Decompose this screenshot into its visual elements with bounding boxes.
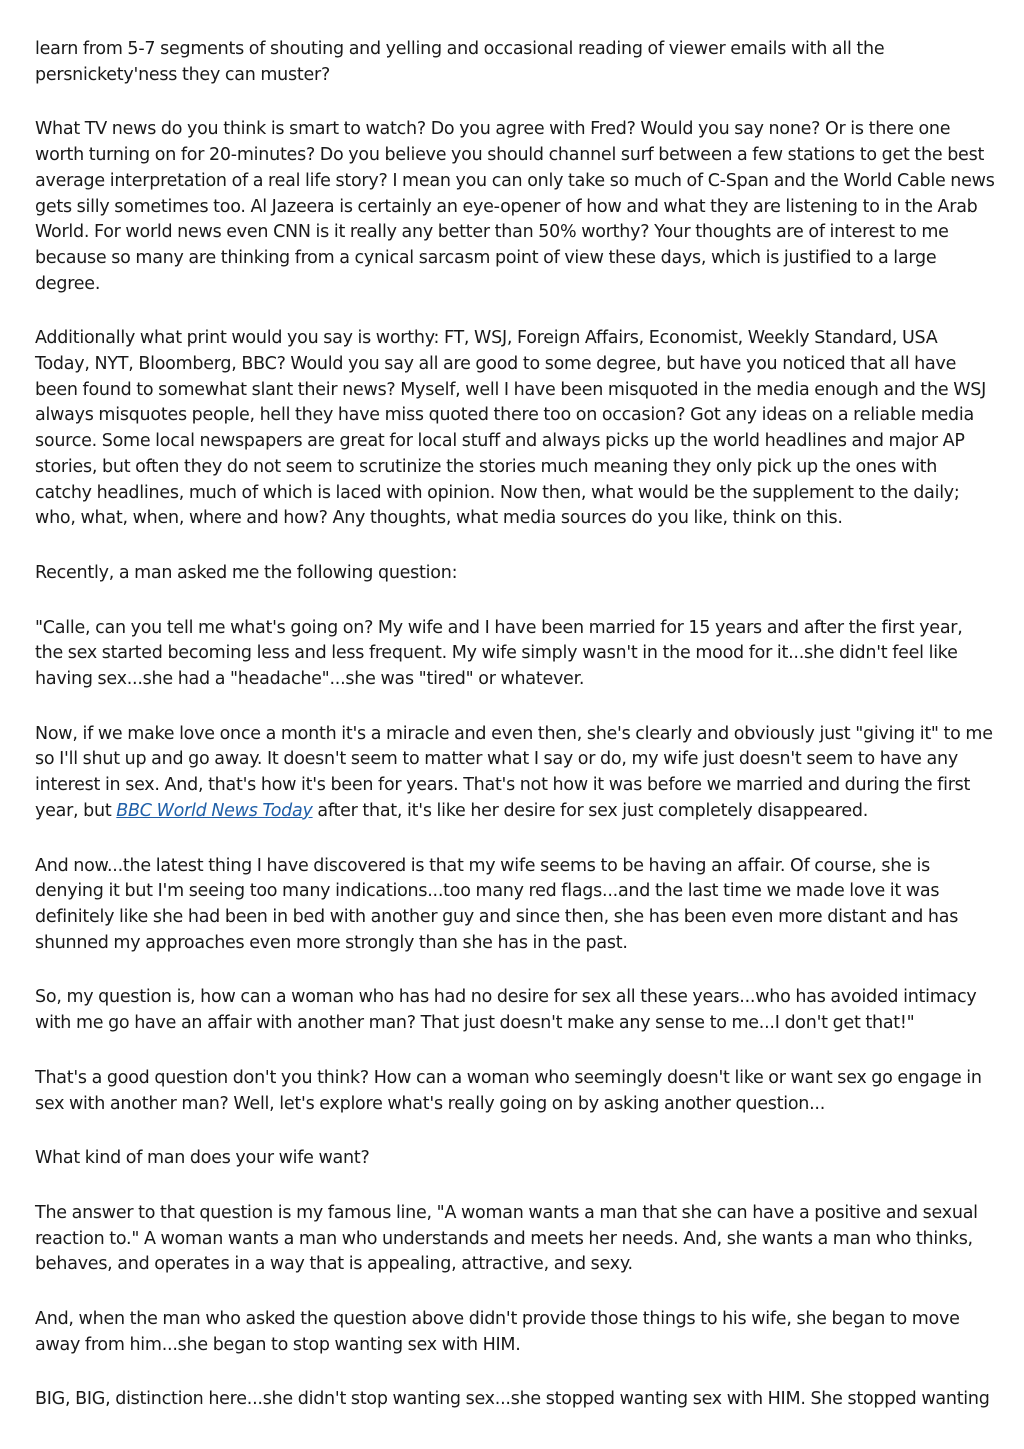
bbc-world-news-today-link[interactable]: BBC World News Today	[116, 800, 313, 821]
document-body	[35, 37, 995, 1442]
paragraph-7: And now...the latest thing I have discovered is that my wife seems to be having an affair. Of course, she is denying it but I'm seeing too many indications...too many red flags...and the last time we made love it was definitely like she had been in bed with another guy and since then, she has been even more distant and has shunned my approaches even more strongly than she has in the past.	[35, 855, 959, 953]
paragraph-1: learn from 5-7 segments of shouting and yelling and occasional reading of viewer emails with all the persnickety'ness they can muster?	[35, 39, 885, 85]
paragraph-9: That's a good question don't you think? How can a woman who seemingly doesn't like or want sex go engage in sex with another man? Well, let's explore what's really going on by asking another question...	[35, 1067, 982, 1114]
paragraph-3: Additionally what print would you say is worthy: FT, WSJ, Foreign Affairs, Economist, Weekly Standard, USA Today, NYT, Bloomberg, BBC? Would you say all are good to some degree, but have you noticed that all have been found to somewhat slant their news? Myself, well I have been misquoted in the media enough and the WSJ always misquotes people, hell they have miss quoted there too on occasion? Got any ideas on a reliable media source. Some local newspapers are great for local stuff and always picks up the world headlines and major AP stories, but often they do not seem to scrutinize the stories much meaning they only pick up the ones with catchy headlines, much of which is laced with opinion. Now then, what would be the supplement to the daily; who, what, when, where and how? Any thoughts, what media sources do you like, think on this.	[35, 328, 987, 529]
paragraph-12: And, when the man who asked the question above didn't provide those things to his wife, she began to move away from him...she began to stop wanting sex with HIM.	[35, 1309, 960, 1355]
paragraph-11: The answer to that question is my famous line, "A woman wants a man that she can have a positive and sexual reaction to." A woman wants a man who understands and meets her needs. And, she wants a man who thinks, behaves, and operates in a way that is appealing, attractive, and sexy.	[35, 1202, 978, 1275]
paragraph-10: What kind of man does your wife want?	[35, 1148, 370, 1169]
paragraph-8: So, my question is, how can a woman who has had no desire for sex all these years...who has avoided intimacy with me go have an affair with another man? That just doesn't make any sense to me...I don't get that!"	[35, 987, 977, 1034]
paragraph-6-text-before: Now, if we make love once a month it's a miracle and even then, she's clearly and obviously just "giving it" to me so I'll shut up and go away. It doesn't seem to matter what I say or do, my wife just doesn't seem to have any interest in sex. And, that's how it's been for years. That's not how it was before we married and during the first year, but	[35, 723, 993, 821]
paragraph-2: What TV news do you think is smart to watch? Do you agree with Fred? Would you say none? Or is there one worth turning on for 20-minutes? Do you believe you should channel surf between a few stations to get the best average interpretation of a real life story? I mean you can only take so much of C-Span and the World Cable news gets silly sometimes too. Al Jazeera is certainly an eye-opener of how and what they are listening to in the Arab World. For world news even CNN is it really any better than 50% worthy? Your thoughts are of interest to me because so many are thinking from a cynical sarcasm point of view these days, which is justified to a large degree.	[35, 119, 995, 294]
paragraph-4: Recently, a man asked me the following question:	[35, 562, 458, 583]
paragraph-5: "Calle, can you tell me what's going on? My wife and I have been married for 15 years and after the first year, the sex started becoming less and less frequent. My wife simply wasn't in the mood for it...she didn't feel like having sex...she had a "headache"...she was "tired" or whatever.	[35, 617, 963, 690]
paragraph-6	[35, 722, 995, 825]
paragraph-6-text-after: after that, it's like her desire for sex just completely disappeared.	[312, 800, 869, 821]
paragraph-13: BIG, BIG, distinction here...she didn't stop wanting sex...she stopped wanting sex with HIM. She stopped wanting	[35, 1389, 990, 1410]
